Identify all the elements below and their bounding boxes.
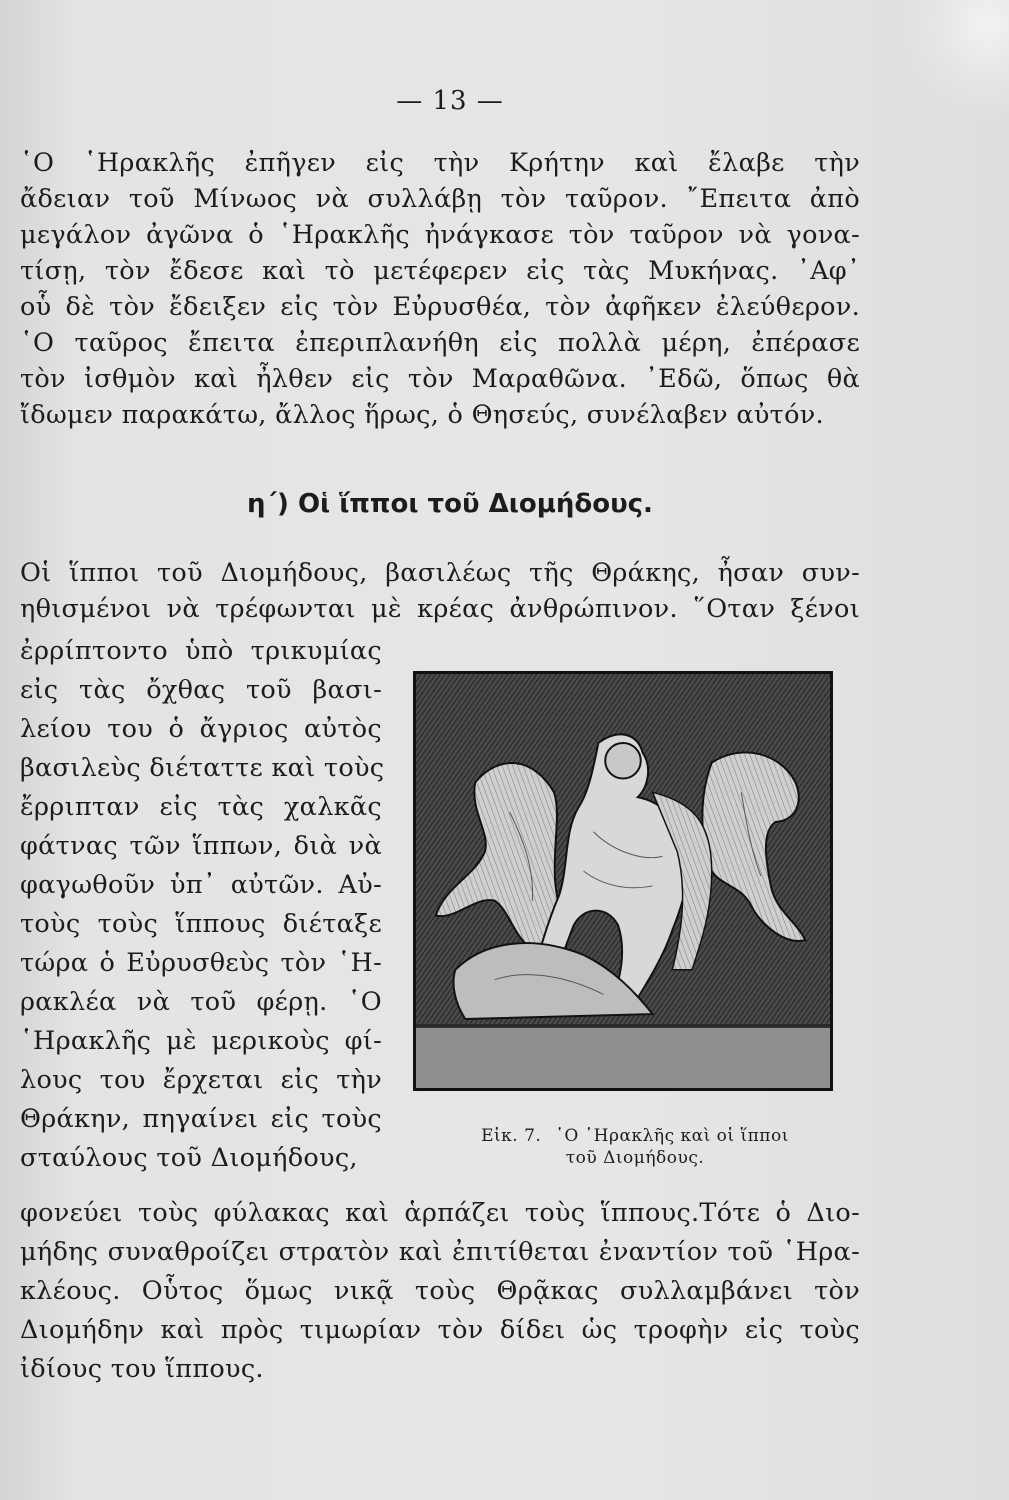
text-line: Θράκην, πηγαίνει εἰς τοὺς — [20, 1104, 382, 1134]
text-line: Οἱ ἵπποι τοῦ Διομήδους, βασιλέως τῆς Θράκης, ἦσαν συν- — [20, 558, 860, 588]
figure-caption-line: ῾Ο ῾Ηρακλῆς καὶ οἱ ἵπποι — [555, 1126, 789, 1146]
text-line: τοὺς τοὺς ἵππους διέταξε — [20, 909, 382, 939]
text-line: βασιλεὺς διέταττε καὶ τοὺς — [20, 753, 385, 783]
figure-number: Εἰκ. 7. — [481, 1126, 542, 1146]
text-line: τὸν ἰσθμὸν καὶ ἦλθεν εἰς τὸν Μαραθῶνα. ᾿Εδῶ, ὅπως θὰ — [20, 364, 860, 394]
text-line: φάτνας τῶν ἵππων, διὰ νὰ — [20, 831, 382, 861]
text-line: ἴδωμεν παρακάτω, ἄλλος ἥρως, ὁ Θησεύς, συνέλαβεν αὐτόν. — [20, 400, 824, 430]
text-line: ἐρρίπτοντο ὑπὸ τρικυμίας — [20, 636, 382, 666]
figure-caption — [435, 1125, 835, 1169]
text-line: τώρα ὁ Εὐρυσθεὺς τὸν ῾Η- — [20, 948, 382, 978]
text-line: κλέους. Οὗτος ὅμως νικᾷ τοὺς Θρᾷκας συλλαμβάνει τὸν — [20, 1276, 860, 1306]
text-line: ῾Ο ῾Ηρακλῆς ἐπῆγεν εἰς τὴν Κρήτην καὶ ἔλαβε τὴν — [20, 148, 860, 178]
text-line: ἔρριπταν εἰς τὰς χαλκᾶς — [20, 792, 382, 822]
engraving-illustration — [413, 671, 833, 1091]
text-line: τίσῃ, τὸν ἔδεσε καὶ τὸ μετέφερεν εἰς τὰς Μυκήνας. ᾿Αφ᾿ — [20, 256, 860, 286]
text-line: ἰδίους του ἵππους. — [20, 1354, 264, 1384]
text-line: λους του ἔρχεται εἰς τὴν — [20, 1065, 382, 1095]
text-line: ρακλέα νὰ τοῦ φέρῃ. ῾Ο — [20, 987, 382, 1017]
page-number: — 13 — — [396, 86, 504, 116]
text-line: φαγωθοῦν ὑπ᾿ αὐτῶν. Αὐ- — [20, 870, 382, 900]
text-line: φονεύει τοὺς φύλακας καὶ ἁρπάζει τοὺς ἵππους.Τότε ὁ Διο- — [20, 1198, 860, 1228]
text-line: ῾Ο ταῦρος ἔπειτα ἐπεριπλανήθη εἰς πολλὰ μέρη, ἐπέρασε — [20, 328, 860, 358]
figure-caption-line: τοῦ Διομήδους. — [565, 1148, 705, 1168]
text-line: Διομήδην καὶ πρὸς τιμωρίαν τὸν δίδει ὡς τροφὴν εἰς τοὺς — [20, 1315, 860, 1345]
heracles-and-horses-engraving — [416, 674, 830, 1088]
text-line: ηθισμένοι νὰ τρέφωνται μὲ κρέας ἀνθρώπινον. ῞Οταν ξένοι — [20, 594, 860, 624]
text-line: μήδης συναθροίζει στρατὸν καὶ ἐπιτίθεται ἐναντίον τοῦ ῾Ηρα- — [20, 1237, 860, 1267]
section-heading: η΄) Οἱ ἵπποι τοῦ Διομήδους. — [247, 489, 653, 519]
text-line: εἰς τὰς ὄχθας τοῦ βασι- — [20, 675, 382, 705]
text-line: ῾Ηρακλῆς μὲ μερικοὺς φί- — [20, 1026, 382, 1056]
text-line: ἄδειαν τοῦ Μίνωος νὰ συλλάβῃ τὸν ταῦρον. ῎Επειτα ἀπὸ — [20, 184, 860, 214]
text-line: οὗ δὲ τὸν ἔδειξεν εἰς τὸν Εὐρυσθέα, τὸν ἀφῆκεν ἐλεύθερον. — [20, 292, 860, 322]
text-line: λείου του ὁ ἄγριος αὐτὸς — [20, 714, 382, 744]
text-line: σταύλους τοῦ Διομήδους, — [20, 1143, 358, 1173]
text-line: μεγάλον ἀγῶνα ὁ ῾Ηρακλῆς ἠνάγκασε τὸν ταῦρον νὰ γονα- — [20, 220, 860, 250]
page-corner-fold — [899, 0, 1009, 120]
